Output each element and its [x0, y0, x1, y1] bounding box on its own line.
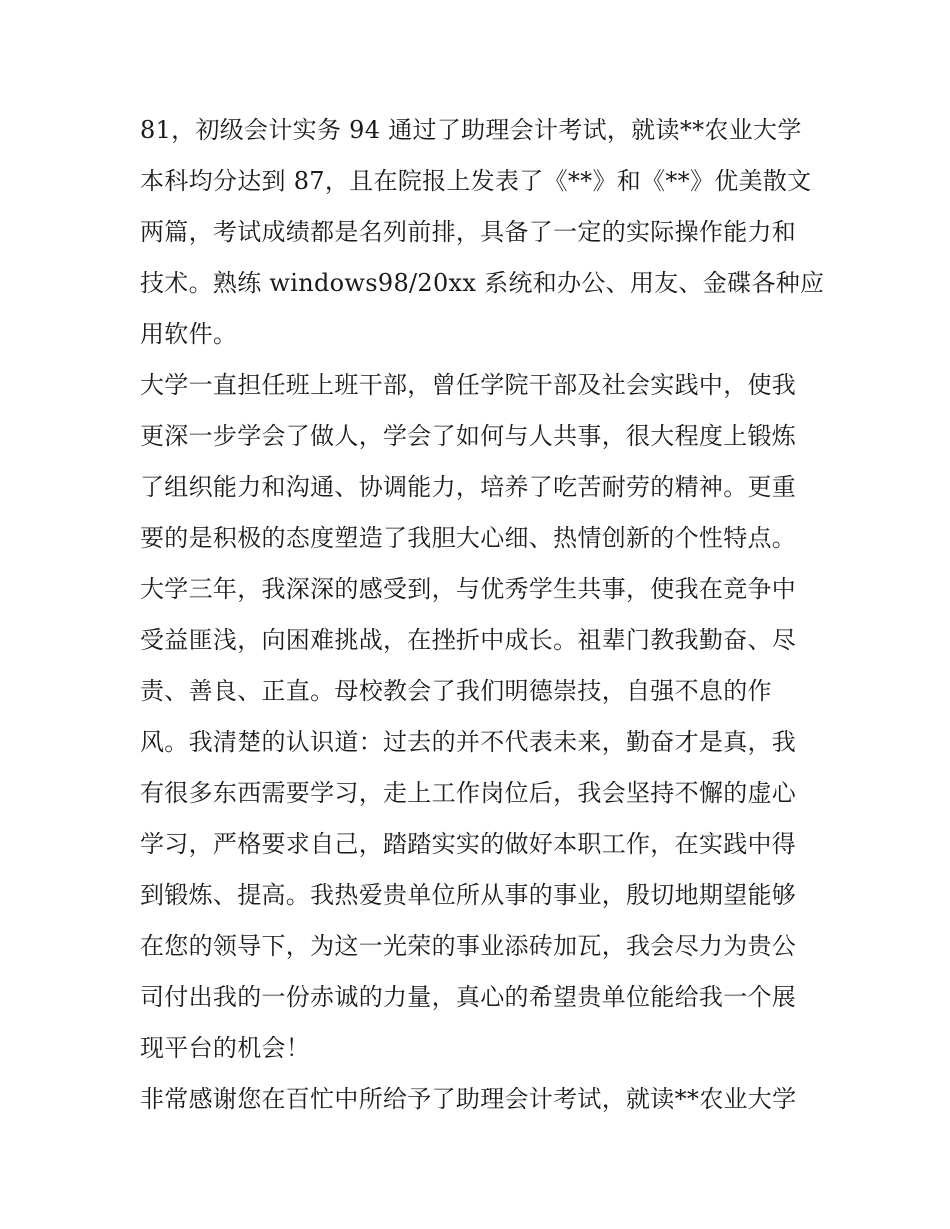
text-line: 本科均分达到 87，且在院报上发表了《**》和《**》优美散文: [140, 167, 812, 195]
text-line: 大学三年，我深深的感受到，与优秀学生共事，使我在竞争中: [140, 575, 797, 603]
text-line: 在您的领导下，为这一光荣的事业添砖加瓦，我会尽力为贵公: [140, 932, 797, 960]
text-line: 更深一步学会了做人，学会了如何与人共事，很大程度上锻炼: [140, 422, 797, 450]
text-line: 两篇，考试成绩都是名列前排，具备了一定的实际操作能力和: [140, 218, 797, 246]
text-line: 学习，严格要求自己，踏踏实实的做好本职工作，在实践中得: [140, 830, 797, 858]
text-line: 司付出我的一份赤诚的力量，真心的希望贵单位能给我一个展: [140, 983, 797, 1011]
text-line: 有很多东西需要学习，走上工作岗位后，我会坚持不懈的虚心: [140, 779, 797, 807]
text-line: 大学一直担任班上班干部，曾任学院干部及社会实践中，使我: [140, 371, 797, 399]
text-line: 用软件。: [140, 320, 238, 348]
text-line: 81，初级会计实务 94 通过了助理会计考试，就读**农业大学: [140, 116, 802, 144]
text-line: 技术。熟练 windows98/20xx 系统和办公、用友、金碟各种应: [140, 269, 825, 297]
document-body: [140, 105, 825, 1125]
text-line: 风。我清楚的认识道：过去的并不代表未来，勤奋才是真，我: [140, 728, 797, 756]
text-line: 非常感谢您在百忙中所给予了助理会计考试，就读**农业大学: [140, 1085, 797, 1113]
text-line: 了组织能力和沟通、协调能力，培养了吃苦耐劳的精神。更重: [140, 473, 797, 501]
text-line: 责、善良、正直。母校教会了我们明德崇技，自强不息的作: [140, 677, 772, 705]
text-line: 到锻炼、提高。我热爱贵单位所从事的事业，殷切地期望能够: [140, 881, 797, 909]
text-line: 现平台的机会！: [140, 1034, 311, 1062]
text-line: 要的是积极的态度塑造了我胆大心细、热情创新的个性特点。: [140, 524, 797, 552]
text-line: 受益匪浅，向困难挑战，在挫折中成长。祖辈门教我勤奋、尽: [140, 626, 797, 654]
